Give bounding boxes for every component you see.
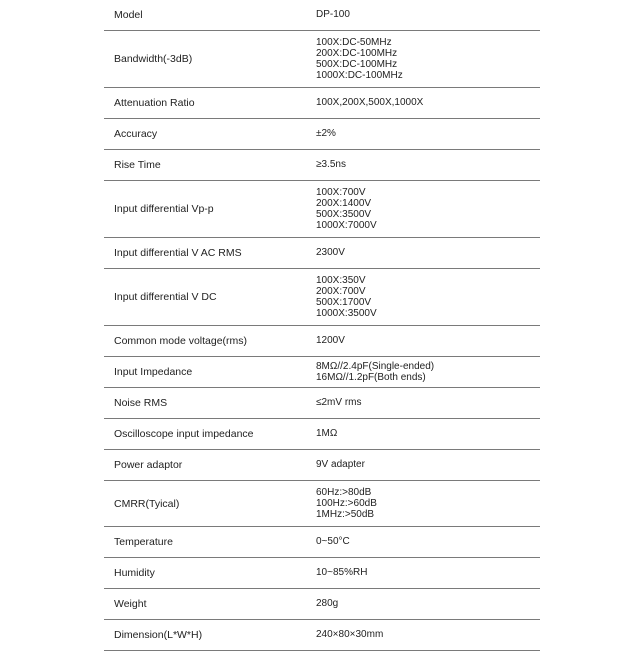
spec-row — [104, 0, 540, 31]
spec-label: CMRR(Tyical) — [114, 497, 180, 510]
spec-value-line: 1000X:7000V — [316, 220, 377, 232]
spec-value — [316, 598, 540, 609]
spec-value-line: 200X:700V — [316, 285, 366, 297]
spec-value-line: 100X:350V — [316, 274, 366, 286]
spec-value-line: 500X:3500V — [316, 209, 372, 220]
spec-label: Noise RMS — [114, 397, 168, 409]
spec-row — [104, 527, 540, 558]
spec-value-line: 200X:DC-100MHz — [316, 47, 398, 59]
spec-row — [104, 558, 540, 589]
spec-label: Input differential V AC RMS — [114, 247, 242, 259]
spec-value-line: 60Hz:>80dB — [316, 486, 372, 498]
spec-row — [104, 181, 540, 238]
spec-row — [104, 269, 540, 326]
spec-table — [104, 0, 540, 651]
spec-value-line: 280g — [316, 598, 339, 610]
spec-value-line: 8MΩ//2.4pF(Single-ended) — [316, 360, 435, 372]
spec-value-line: 1000X:DC-100MHz — [316, 70, 403, 82]
spec-value — [316, 397, 540, 408]
spec-value — [316, 159, 540, 170]
spec-value-line: ≤2mV rms — [316, 397, 362, 409]
spec-value — [316, 128, 540, 139]
spec-row — [104, 481, 540, 527]
spec-value-line: 500X:DC-100MHz — [316, 59, 398, 70]
spec-row — [104, 419, 540, 450]
spec-value-line: ±2% — [316, 128, 336, 140]
spec-row — [104, 238, 540, 269]
spec-value-line: 240×80×30mm — [316, 629, 384, 641]
spec-row — [104, 88, 540, 119]
spec-value — [316, 536, 540, 547]
spec-row — [104, 326, 540, 357]
spec-value — [316, 335, 540, 346]
spec-value-line: DP-100 — [316, 9, 350, 21]
spec-value-line: 100X:DC-50MHz — [316, 36, 392, 48]
spec-row — [104, 357, 540, 388]
spec-value-line: 9V adapter — [316, 459, 365, 471]
spec-row — [104, 119, 540, 150]
spec-label: Power adaptor — [114, 459, 183, 471]
spec-value — [316, 37, 540, 82]
spec-value-line: 500X:1700V — [316, 297, 372, 308]
spec-label: Common mode voltage(rms) — [114, 335, 248, 347]
spec-value-line: 10~85%RH — [316, 567, 368, 579]
spec-value — [316, 187, 540, 232]
spec-label: Attenuation Ratio — [114, 97, 195, 109]
spec-value — [316, 629, 540, 640]
spec-value-line: 1000X:3500V — [316, 308, 377, 320]
spec-value-line: 2300V — [316, 247, 345, 259]
spec-label: Dimension(L*W*H) — [114, 629, 203, 641]
spec-value-line: 1MΩ — [316, 428, 338, 440]
spec-value — [316, 459, 540, 470]
spec-value — [316, 247, 540, 258]
spec-value-line: 1200V — [316, 335, 345, 347]
spec-label: Bandwidth(-3dB) — [114, 53, 193, 65]
spec-value — [316, 361, 540, 383]
spec-value — [316, 275, 540, 320]
spec-label: Accuracy — [114, 128, 158, 140]
spec-value — [316, 567, 540, 578]
spec-value-line: 0~50°C — [316, 536, 350, 548]
spec-row — [104, 150, 540, 181]
spec-label: Temperature — [114, 536, 173, 548]
spec-value-line: 100X,200X,500X,1000X — [316, 97, 424, 109]
spec-label: Weight — [114, 598, 147, 610]
spec-value — [316, 428, 540, 439]
spec-value-line: 200X:1400V — [316, 197, 372, 209]
spec-label: Humidity — [114, 567, 155, 579]
spec-row — [104, 620, 540, 651]
spec-value — [316, 97, 540, 108]
spec-value-line: 100Hz:>60dB — [316, 497, 377, 509]
spec-label: Input differential V DC — [114, 291, 217, 303]
spec-value-line: 16MΩ//1.2pF(Both ends) — [316, 372, 426, 383]
spec-row — [104, 31, 540, 88]
spec-value — [316, 487, 540, 521]
spec-value-line: ≥3.5ns — [316, 159, 346, 171]
spec-label: Model — [114, 9, 143, 21]
spec-value-line: 1MHz:>50dB — [316, 509, 375, 521]
spec-label: Rise Time — [114, 159, 161, 171]
spec-row — [104, 388, 540, 419]
spec-label: Oscilloscope input impedance — [114, 428, 254, 440]
spec-label: Input differential Vp-p — [114, 203, 214, 215]
spec-value — [316, 9, 540, 20]
spec-label: Input Impedance — [114, 366, 193, 378]
spec-value-line: 100X:700V — [316, 186, 366, 198]
spec-row — [104, 450, 540, 481]
spec-row — [104, 589, 540, 620]
